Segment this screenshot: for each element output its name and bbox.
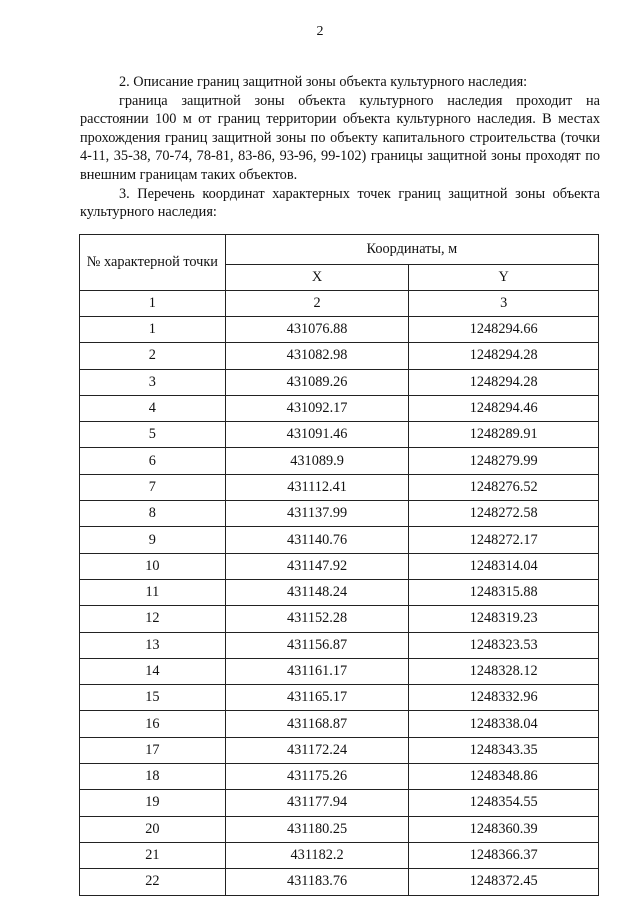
column-numbers-row	[80, 291, 599, 317]
section-3-heading: 3. Перечень координат характерных точек границ защитной зоны объекта культурного наследия:	[80, 185, 600, 221]
table-row	[80, 395, 599, 421]
header-x: X	[225, 265, 409, 291]
column-number: 1	[80, 291, 226, 317]
table-row	[80, 816, 599, 842]
point-number-cell: 2	[80, 343, 226, 369]
column-number: 3	[409, 291, 599, 317]
point-number-cell: 12	[80, 606, 226, 632]
y-coordinate-cell: 1248272.58	[409, 501, 599, 527]
header-coordinates: Координаты, м	[225, 235, 598, 265]
y-coordinate-cell: 1248372.45	[409, 869, 599, 895]
table-row	[80, 317, 599, 343]
y-coordinate-cell: 1248360.39	[409, 816, 599, 842]
y-coordinate-cell: 1248348.86	[409, 764, 599, 790]
x-coordinate-cell: 431175.26	[225, 764, 409, 790]
point-number-cell: 10	[80, 553, 226, 579]
y-coordinate-cell: 1248319.23	[409, 606, 599, 632]
header-point-number: № характерной точки	[80, 235, 226, 291]
x-coordinate-cell: 431147.92	[225, 553, 409, 579]
point-number-cell: 5	[80, 422, 226, 448]
point-number-cell: 7	[80, 474, 226, 500]
table-row	[80, 632, 599, 658]
table-row	[80, 448, 599, 474]
point-number-cell: 18	[80, 764, 226, 790]
table-row	[80, 527, 599, 553]
y-coordinate-cell: 1248314.04	[409, 553, 599, 579]
x-coordinate-cell: 431152.28	[225, 606, 409, 632]
table-row	[80, 343, 599, 369]
x-coordinate-cell: 431137.99	[225, 501, 409, 527]
table-row	[80, 474, 599, 500]
table-row	[80, 606, 599, 632]
x-coordinate-cell: 431089.26	[225, 369, 409, 395]
coordinates-table	[79, 234, 599, 896]
y-coordinate-cell: 1248294.46	[409, 395, 599, 421]
x-coordinate-cell: 431140.76	[225, 527, 409, 553]
point-number-cell: 13	[80, 632, 226, 658]
point-number-cell: 21	[80, 842, 226, 868]
table-row	[80, 369, 599, 395]
table-row	[80, 579, 599, 605]
y-coordinate-cell: 1248294.66	[409, 317, 599, 343]
table-row	[80, 422, 599, 448]
table-row	[80, 711, 599, 737]
section-2-heading: 2. Описание границ защитной зоны объекта культурного наследия:	[119, 74, 528, 90]
section-2-body: граница защитной зоны объекта культурного наследия проходит на расстоянии 100 м от границ территории объекта культурного наследия. В местах прохождения границ защитной зоны по объекту капитального строительства (точки 4-11, 35-38, 70-74, 78-81, 83-86, 93-96, 99-102) границы защитной зоны проходят по внешним границам таких объектов.	[80, 92, 600, 183]
table-row	[80, 764, 599, 790]
y-coordinate-cell: 1248343.35	[409, 737, 599, 763]
y-coordinate-cell: 1248289.91	[409, 422, 599, 448]
y-coordinate-cell: 1248366.37	[409, 842, 599, 868]
document-text	[80, 73, 600, 222]
table-row	[80, 737, 599, 763]
y-coordinate-cell: 1248276.52	[409, 474, 599, 500]
x-coordinate-cell: 431180.25	[225, 816, 409, 842]
x-coordinate-cell: 431172.24	[225, 737, 409, 763]
x-coordinate-cell: 431168.87	[225, 711, 409, 737]
table-row	[80, 553, 599, 579]
point-number-cell: 15	[80, 685, 226, 711]
x-coordinate-cell: 431076.88	[225, 317, 409, 343]
x-coordinate-cell: 431082.98	[225, 343, 409, 369]
table-row	[80, 501, 599, 527]
table-row	[80, 869, 599, 895]
point-number-cell: 8	[80, 501, 226, 527]
point-number-cell: 1	[80, 317, 226, 343]
y-coordinate-cell: 1248294.28	[409, 343, 599, 369]
point-number-cell: 9	[80, 527, 226, 553]
point-number-cell: 6	[80, 448, 226, 474]
y-coordinate-cell: 1248332.96	[409, 685, 599, 711]
x-coordinate-cell: 431148.24	[225, 579, 409, 605]
point-number-cell: 19	[80, 790, 226, 816]
point-number-cell: 14	[80, 658, 226, 684]
y-coordinate-cell: 1248315.88	[409, 579, 599, 605]
y-coordinate-cell: 1248272.17	[409, 527, 599, 553]
table-row	[80, 685, 599, 711]
x-coordinate-cell: 431092.17	[225, 395, 409, 421]
coordinates-body	[80, 317, 599, 896]
x-coordinate-cell: 431112.41	[225, 474, 409, 500]
y-coordinate-cell: 1248279.99	[409, 448, 599, 474]
y-coordinate-cell: 1248328.12	[409, 658, 599, 684]
y-coordinate-cell: 1248354.55	[409, 790, 599, 816]
point-number-cell: 22	[80, 869, 226, 895]
y-coordinate-cell: 1248323.53	[409, 632, 599, 658]
header-y: Y	[409, 265, 599, 291]
point-number-cell: 16	[80, 711, 226, 737]
point-number-cell: 11	[80, 579, 226, 605]
point-number-cell: 3	[80, 369, 226, 395]
point-number-cell: 4	[80, 395, 226, 421]
table-row	[80, 842, 599, 868]
y-coordinate-cell: 1248294.28	[409, 369, 599, 395]
x-coordinate-cell: 431089.9	[225, 448, 409, 474]
table-row	[80, 790, 599, 816]
x-coordinate-cell: 431156.87	[225, 632, 409, 658]
x-coordinate-cell: 431177.94	[225, 790, 409, 816]
x-coordinate-cell: 431161.17	[225, 658, 409, 684]
point-number-cell: 20	[80, 816, 226, 842]
x-coordinate-cell: 431165.17	[225, 685, 409, 711]
y-coordinate-cell: 1248338.04	[409, 711, 599, 737]
page-number: 2	[316, 24, 324, 39]
x-coordinate-cell: 431091.46	[225, 422, 409, 448]
x-coordinate-cell: 431182.2	[225, 842, 409, 868]
point-number-cell: 17	[80, 737, 226, 763]
table-row	[80, 658, 599, 684]
column-number: 2	[225, 291, 409, 317]
x-coordinate-cell: 431183.76	[225, 869, 409, 895]
